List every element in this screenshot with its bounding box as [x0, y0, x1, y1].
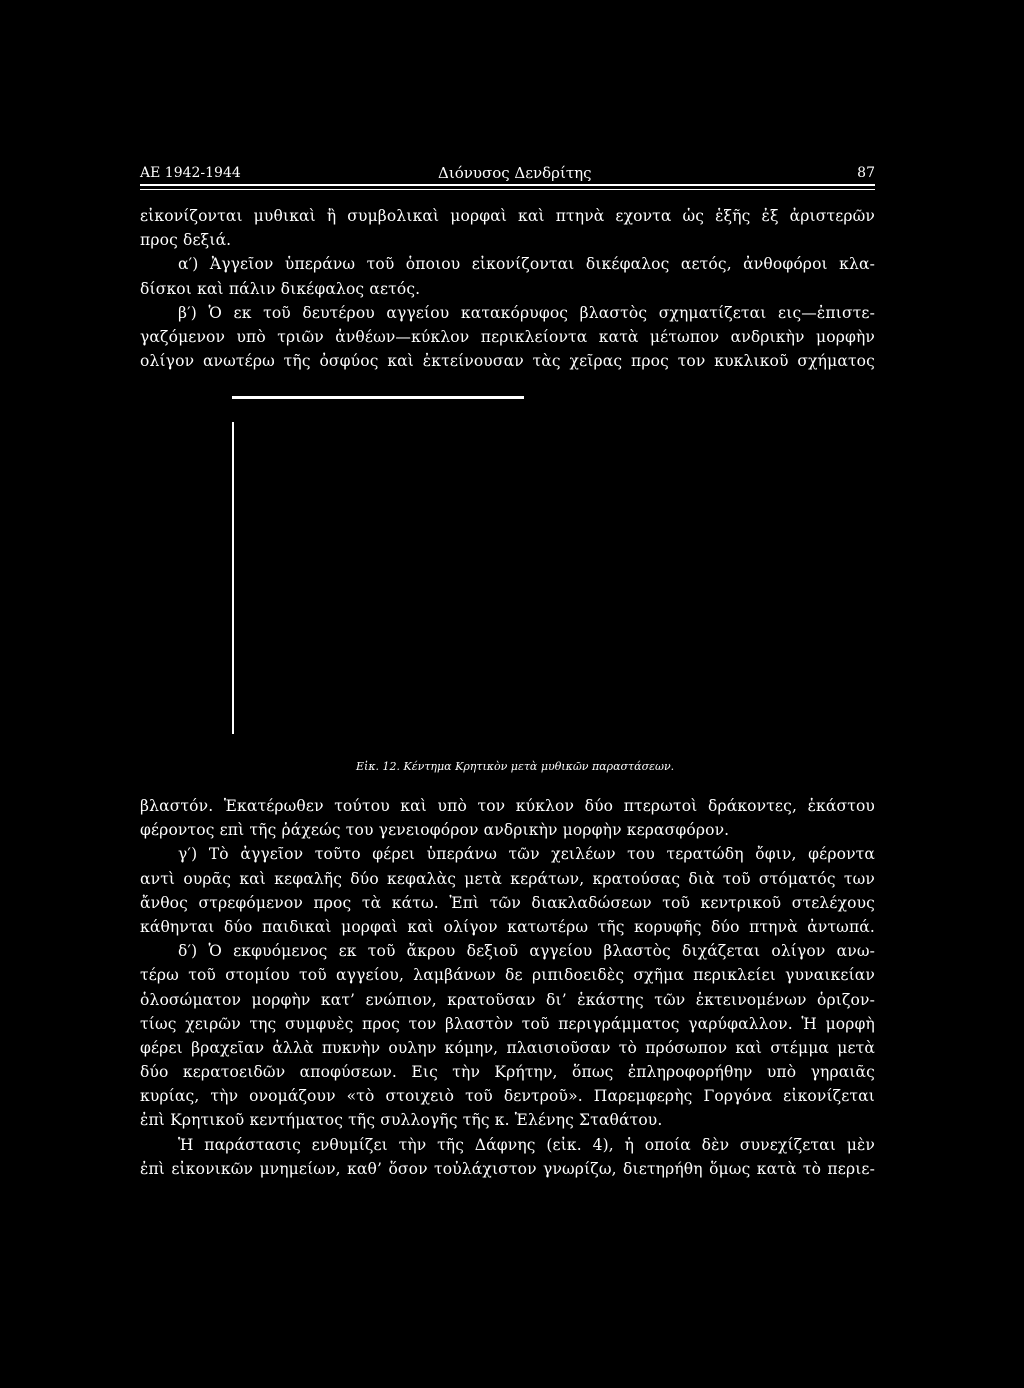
text-line: Ἡ παράστασις ενθυμίζει τὴν τῆς Δάφνης (εἰκ. 4), ἡ οποία δὲν συνεχίζεται μὲν — [178, 1135, 875, 1154]
text-line: ὁλοσώματον μορφὴν κατ’ ενώπιον, κρατοῦσαν δι’ ἑκάστης τῶν ἐκτεινομένων ὁριζον- — [140, 990, 875, 1009]
text-line: τέρω τοῦ στομίου τοῦ αγγείου, λαμβάνων δε ριπιδοειδὲς σχῆμα περικλείει γυναικείαν — [140, 966, 875, 985]
text-line: γαζόμενον υπὸ τριῶν ἀνθέων—κύκλον περικλείοντα κατὰ μέτωπον ανδρικὴν μορφὴν — [140, 327, 875, 346]
text-line: δίσκοι καὶ πάλιν δικέφαλος αετός. — [140, 279, 421, 298]
text-line: ἄνθος στρεφόμενον προς τὰ κάτω. Ἐπὶ τῶν διακλαδώσεων τοῦ κεντρικοῦ στελέχους — [140, 893, 875, 912]
text-line: τίως χειρῶν της συμφυὲς προς τον βλαστὸν τοῦ περιγράμματος γαρύφαλλον. Ἡ μορφὴ — [140, 1014, 875, 1033]
text-line: γ′) Τὸ ἀγγεῖον τοῦτο φέρει ὑπεράνω τῶν χειλέων του τερατώδη ὄφιν, φέροντα — [178, 845, 875, 864]
text-line: προς δεξιά. — [140, 231, 232, 250]
text-line: βλαστόν. Ἑκατέρωθεν τούτου καὶ υπὸ τον κύκλον δύο πτερωτοὶ δράκοντες, ἑκάστου — [140, 797, 875, 815]
figure-image — [228, 396, 528, 738]
text-block-lower — [140, 794, 875, 1181]
text-line: κάθηνται δύο παιδικαὶ μορφαὶ καὶ ολίγον κατωτέρω τῆς κορυφῆς δύο πτηνὰ ἀντωπά. — [140, 917, 875, 936]
text-line: α′) Ἀγγεῖον ὑπεράνω τοῦ ὁποιου εἰκονίζονται δικέφαλος αετός, ἀνθοφόροι κλα- — [178, 255, 875, 274]
text-line: φέρει βραχεῖαν ἀλλὰ πυκνὴν ουλην κόμην, πλαισιοῦσαν τὸ πρόσωπον καὶ στέμμα μετὰ — [140, 1038, 875, 1057]
text-line: ἐπὶ Κρητικοῦ κεντήματος τῆς συλλογῆς τῆς κ. Ἑλένης Σταθάτου. — [140, 1111, 663, 1130]
figure-top-edge — [232, 396, 524, 399]
running-header — [140, 163, 875, 183]
journal-reference: ΑΕ 1942-1944 — [140, 165, 241, 181]
header-rule-thin — [140, 189, 875, 190]
text-line: αντὶ ουρᾶς καὶ κεφαλῆς δύο κεφαλὰς μετὰ κεράτων, κρατούσας διὰ τοῦ στόματός των — [140, 869, 875, 888]
text-line: δ′) Ὁ εκφυόμενος εκ τοῦ ἄκρου δεξιοῦ αγγείου βλαστὸς διχάζεται ολίγον ανω- — [178, 942, 875, 961]
text-line: φέροντος επὶ τῆς ῥάχεώς του γενειοφόρον ανδρικὴν μορφὴν κερασφόρον. — [140, 821, 730, 840]
page-number: 87 — [857, 165, 875, 181]
text-line: εἰκονίζονται μυθικαὶ ἢ συμβολικαὶ μορφαὶ καὶ πτηνὰ εχοντα ὡς ἑξῆς ἐξ ἀριστερῶν — [140, 207, 875, 225]
figure-caption: Εἰκ. 12. Κέντημα Κρητικὸν μετὰ μυθικῶν παραστάσεων. — [356, 760, 675, 773]
text-line: ολίγον ανωτέρω τῆς ὀσφύος καὶ ἐκτείνουσαν τὰς χεῖρας προς τον κυκλικοῦ σχήματος — [140, 352, 875, 371]
text-line: κυρίας, τὴν ονομάζουν «τὸ στοιχειὸ τοῦ δεντροῦ». Παρεμφερὴς Γοργόνα εἰκονίζεται — [140, 1087, 875, 1106]
figure-left-edge — [232, 422, 234, 734]
text-line: ἐπὶ εἰκονικῶν μνημείων, καθ’ ὅσον τοὐλάχιστον γνωρίζω, διετηρήθη ὅμως κατὰ τὸ περιε- — [140, 1159, 875, 1178]
header-rule-thick — [140, 184, 875, 186]
text-line: β′) Ὁ εκ τοῦ δευτέρου αγγείου κατακόρυφος βλαστὸς σχηματίζεται εις—ἐπιστε- — [178, 303, 875, 322]
text-line: δύο κερατοειδῶν αποφύσεων. Εις τὴν Κρήτην, ὅπως ἐπληροφορήθην υπὸ γηραιᾶς — [140, 1063, 875, 1082]
article-title: Διόνυσος Δενδρίτης — [438, 164, 592, 182]
text-block-upper — [140, 204, 875, 373]
